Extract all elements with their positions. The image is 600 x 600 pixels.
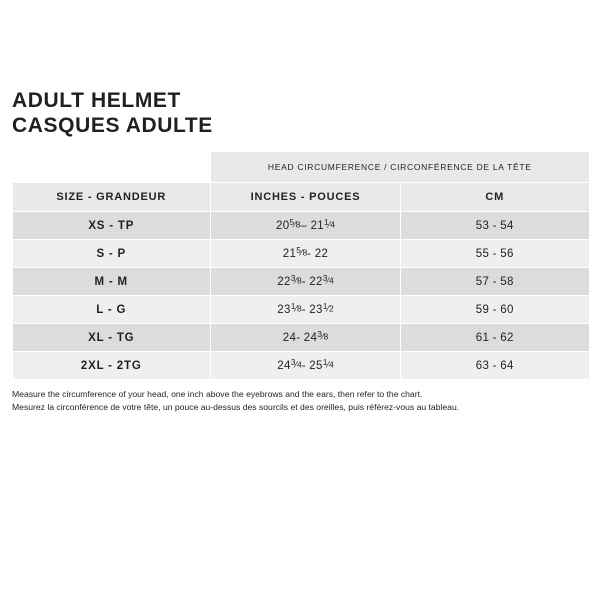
table-row: [13, 240, 589, 268]
inches-separator: - 25: [301, 360, 323, 373]
cell-size: S - P: [13, 240, 211, 268]
inches-separator: - 22: [301, 276, 323, 289]
inches-fraction-2: $^3⁄_4$: [322, 273, 334, 287]
cell-inches: [211, 296, 401, 324]
cell-cm: 53 - 54: [401, 212, 589, 240]
column-header-inches: INCHES - POUCES: [211, 183, 401, 212]
table-head: [13, 152, 589, 212]
inches-separator: - 22: [307, 248, 329, 261]
cell-cm: 61 - 62: [401, 324, 589, 352]
cell-cm: 55 - 56: [401, 240, 589, 268]
inches-fraction-2: $^1⁄_2$: [322, 301, 334, 315]
inches-fraction: $^5⁄_8$: [289, 217, 301, 231]
inches-separator: - 24: [296, 332, 318, 345]
inches-separator: – 21: [300, 220, 324, 233]
inches-whole: 22: [277, 276, 291, 289]
note-french: Mesurez la circonférence de votre tête, un pouce au-dessus des sourcils et des oreilles, puis référez-vous au tableau.: [12, 401, 460, 412]
table-row: [13, 212, 589, 240]
inches-whole: 23: [277, 304, 291, 317]
cell-inches: [211, 268, 401, 296]
inches-fraction-2: $^1⁄_4$: [324, 217, 335, 231]
cell-size: M - M: [13, 268, 211, 296]
cell-cm: 57 - 58: [401, 268, 589, 296]
table-row: [13, 296, 589, 324]
group-header-circumference: HEAD CIRCUMFERENCE / CIRCONFÉRENCE DE LA TÊTE: [211, 152, 589, 183]
column-header-cm: CM: [401, 183, 589, 212]
note-english: Measure the circumference of your head, one inch above the eyebrows and the ears, then refer to the chart.: [12, 389, 423, 399]
cell-cm: 59 - 60: [401, 296, 589, 324]
inches-fraction: $^1⁄_8$: [290, 301, 302, 315]
inches-whole: 20: [276, 220, 290, 233]
table-row: [13, 268, 589, 296]
inches-fraction-2: $^3⁄_8$: [317, 329, 329, 343]
inches-fraction: $^3⁄_4$: [290, 357, 302, 371]
inches-fraction: $^5⁄_8$: [296, 245, 308, 259]
cell-inches: [211, 352, 401, 380]
column-header-row: [13, 183, 589, 212]
cell-cm: 63 - 64: [401, 352, 589, 380]
inches-whole: 24: [277, 360, 291, 373]
group-header-empty-cell: [13, 152, 211, 183]
inches-whole: 21: [282, 248, 297, 261]
inches-fraction: $^3⁄_8$: [290, 273, 302, 287]
size-chart-table: [12, 152, 589, 379]
cell-inches: [211, 240, 401, 268]
cell-inches: [211, 324, 401, 352]
title-line-french: CASQUES ADULTE: [12, 114, 213, 137]
inches-whole: 24: [282, 332, 297, 345]
page-title: [12, 0, 588, 138]
column-header-size: SIZE - GRANDEUR: [13, 183, 211, 212]
cell-size: XS - TP: [13, 212, 211, 240]
cell-size: L - G: [13, 296, 211, 324]
title-line-english: ADULT HELMET: [12, 89, 181, 112]
cell-size: 2XL - 2TG: [13, 352, 211, 380]
cell-inches: [211, 212, 401, 240]
table-body: [13, 212, 589, 380]
inches-fraction-2: $^1⁄_4$: [322, 357, 334, 371]
table-row: [13, 352, 589, 380]
group-header-row: [13, 152, 589, 183]
size-chart-table-wrapper: [12, 152, 588, 379]
cell-size: XL - TG: [13, 324, 211, 352]
table-row: [13, 324, 589, 352]
measurement-notes: [12, 388, 588, 413]
inches-separator: - 23: [301, 304, 323, 317]
